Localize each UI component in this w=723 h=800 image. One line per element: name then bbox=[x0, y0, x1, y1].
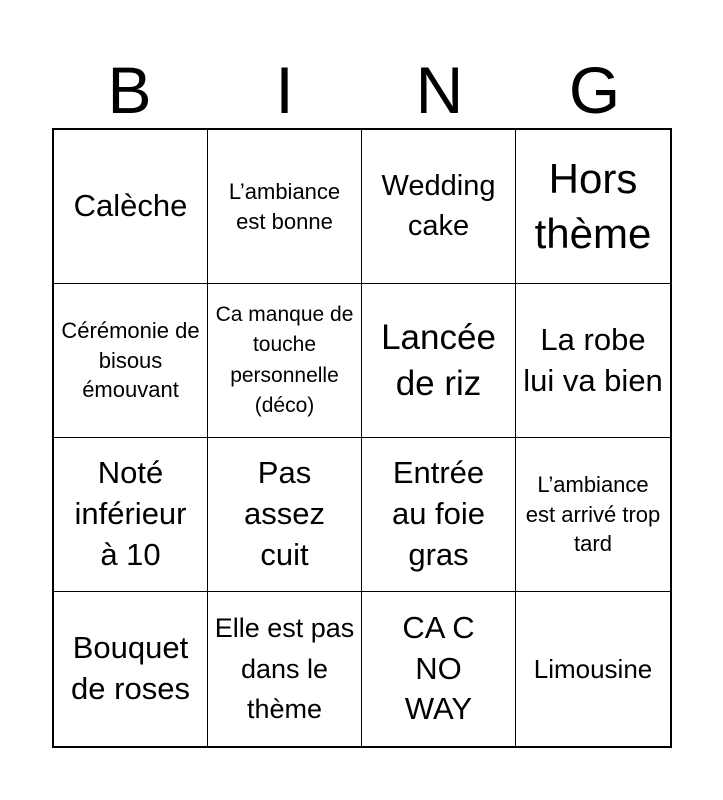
bingo-cell[interactable] bbox=[208, 592, 362, 746]
cell-text: Cérémonie de bisous émouvant bbox=[61, 317, 200, 403]
bingo-cell[interactable] bbox=[362, 130, 516, 284]
bingo-cell[interactable] bbox=[516, 130, 670, 284]
cell-text: Hors thème bbox=[534, 154, 652, 257]
bingo-cell[interactable] bbox=[516, 284, 670, 438]
bingo-cell[interactable] bbox=[362, 592, 516, 746]
cell-text: Entrée au foie gras bbox=[391, 455, 486, 572]
cell-text: Noté inférieur à 10 bbox=[74, 455, 187, 572]
cell-text: Calèche bbox=[73, 188, 188, 224]
cell-text: L’ambiance est arrivé trop tard bbox=[525, 471, 661, 557]
bingo-cell[interactable] bbox=[208, 130, 362, 284]
cell-text: L’ambiance est bonne bbox=[228, 178, 341, 234]
bingo-cell[interactable] bbox=[362, 438, 516, 592]
bingo-cell[interactable] bbox=[208, 438, 362, 592]
header-letter-i: I bbox=[275, 53, 294, 127]
bingo-cell[interactable] bbox=[362, 284, 516, 438]
bingo-cell[interactable] bbox=[54, 284, 208, 438]
bingo-cell[interactable] bbox=[54, 130, 208, 284]
bingo-cell[interactable] bbox=[208, 284, 362, 438]
header-letter-g: G bbox=[568, 53, 621, 127]
cell-text: CA C NO WAY bbox=[402, 609, 475, 727]
bingo-cell[interactable] bbox=[54, 592, 208, 746]
bingo-board bbox=[52, 128, 672, 748]
cell-text: Ca manque de touche personnelle (déco) bbox=[215, 302, 354, 417]
bingo-cell[interactable] bbox=[516, 438, 670, 592]
bingo-cell[interactable] bbox=[516, 592, 670, 746]
cell-text: La robe lui va bien bbox=[523, 321, 663, 398]
cell-text: Pas assez cuit bbox=[244, 455, 325, 572]
bingo-cell[interactable] bbox=[54, 438, 208, 592]
cell-text: Wedding cake bbox=[381, 170, 496, 242]
bingo-header bbox=[52, 52, 672, 128]
cell-text: Lancée de riz bbox=[381, 318, 496, 403]
header-letter-b: B bbox=[107, 53, 152, 127]
cell-text: Bouquet de roses bbox=[71, 630, 190, 706]
header-letter-n: N bbox=[415, 53, 464, 127]
cell-text: Limousine bbox=[533, 653, 653, 684]
cell-text: Elle est pas dans le thème bbox=[214, 613, 355, 725]
